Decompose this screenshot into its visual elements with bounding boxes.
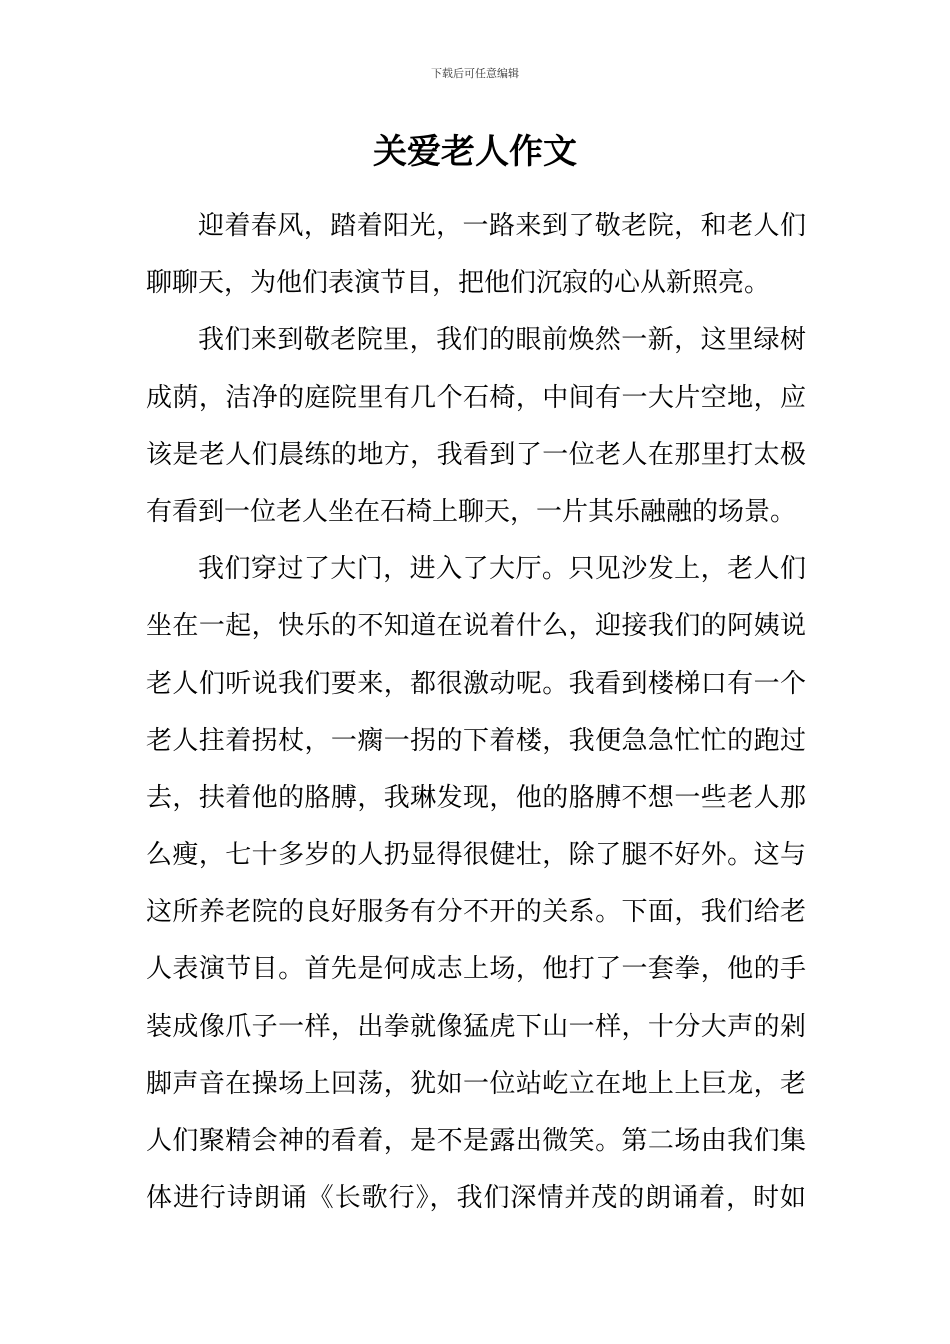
text-line: 迎着春风，踏着阳光，一路来到了敬老院，和老人们 <box>198 211 806 241</box>
text-line: 么瘦，七十多岁的人扔显得很健壮，除了腿不好外。这与 <box>146 840 806 871</box>
text-line: 人表演节目。首先是何成志上场，他打了一套拳，他的手 <box>146 954 806 985</box>
text-line: 去，扶着他的胳膊，我琳发现，他的胳膊不想一些老人那 <box>146 782 806 813</box>
text-line: 坐在一起，快乐的不知道在说着什么，迎接我们的阿姨说 <box>146 611 806 642</box>
text-line: 老人们听说我们要来，都很激动呢。我看到楼梯口有一个 <box>146 668 806 699</box>
text-line: 该是老人们晨练的地方，我看到了一位老人在那里打太极 <box>146 439 806 470</box>
text-line: 脚声音在操场上回荡，犹如一位站屹立在地上上巨龙，老 <box>146 1068 806 1099</box>
text-line: 有看到一位老人坐在石椅上聊天，一片其乐融融的场景。 <box>146 496 797 527</box>
text-line: 体进行诗朗诵《长歌行》，我们深情并茂的朗诵着，时如 <box>146 1183 806 1214</box>
header-note: 下载后可任意编辑 <box>431 67 519 80</box>
text-line: 成荫，洁净的庭院里有几个石椅，中间有一大片空地，应 <box>146 382 806 413</box>
text-line: 装成像爪子一样，出拳就像猛虎下山一样，十分大声的剁 <box>146 1011 806 1042</box>
document-title: 关爱老人作文 <box>373 132 577 172</box>
text-line: 聊聊天，为他们表演节目，把他们沉寂的心从新照亮。 <box>146 268 771 299</box>
text-line: 我们穿过了大门，进入了大厅。只见沙发上，老人们 <box>198 554 806 585</box>
text-line: 人们聚精会神的看着，是不是露出微笑。第二场由我们集 <box>146 1126 806 1156</box>
text-line: 老人拄着拐杖，一瘸一拐的下着楼，我便急急忙忙的跑过 <box>146 725 806 756</box>
text-line: 我们来到敬老院里，我们的眼前焕然一新，这里绿树 <box>198 325 806 356</box>
text-line: 这所养老院的良好服务有分不开的关系。下面，我们给老 <box>146 897 806 928</box>
document-body <box>146 198 806 1227</box>
